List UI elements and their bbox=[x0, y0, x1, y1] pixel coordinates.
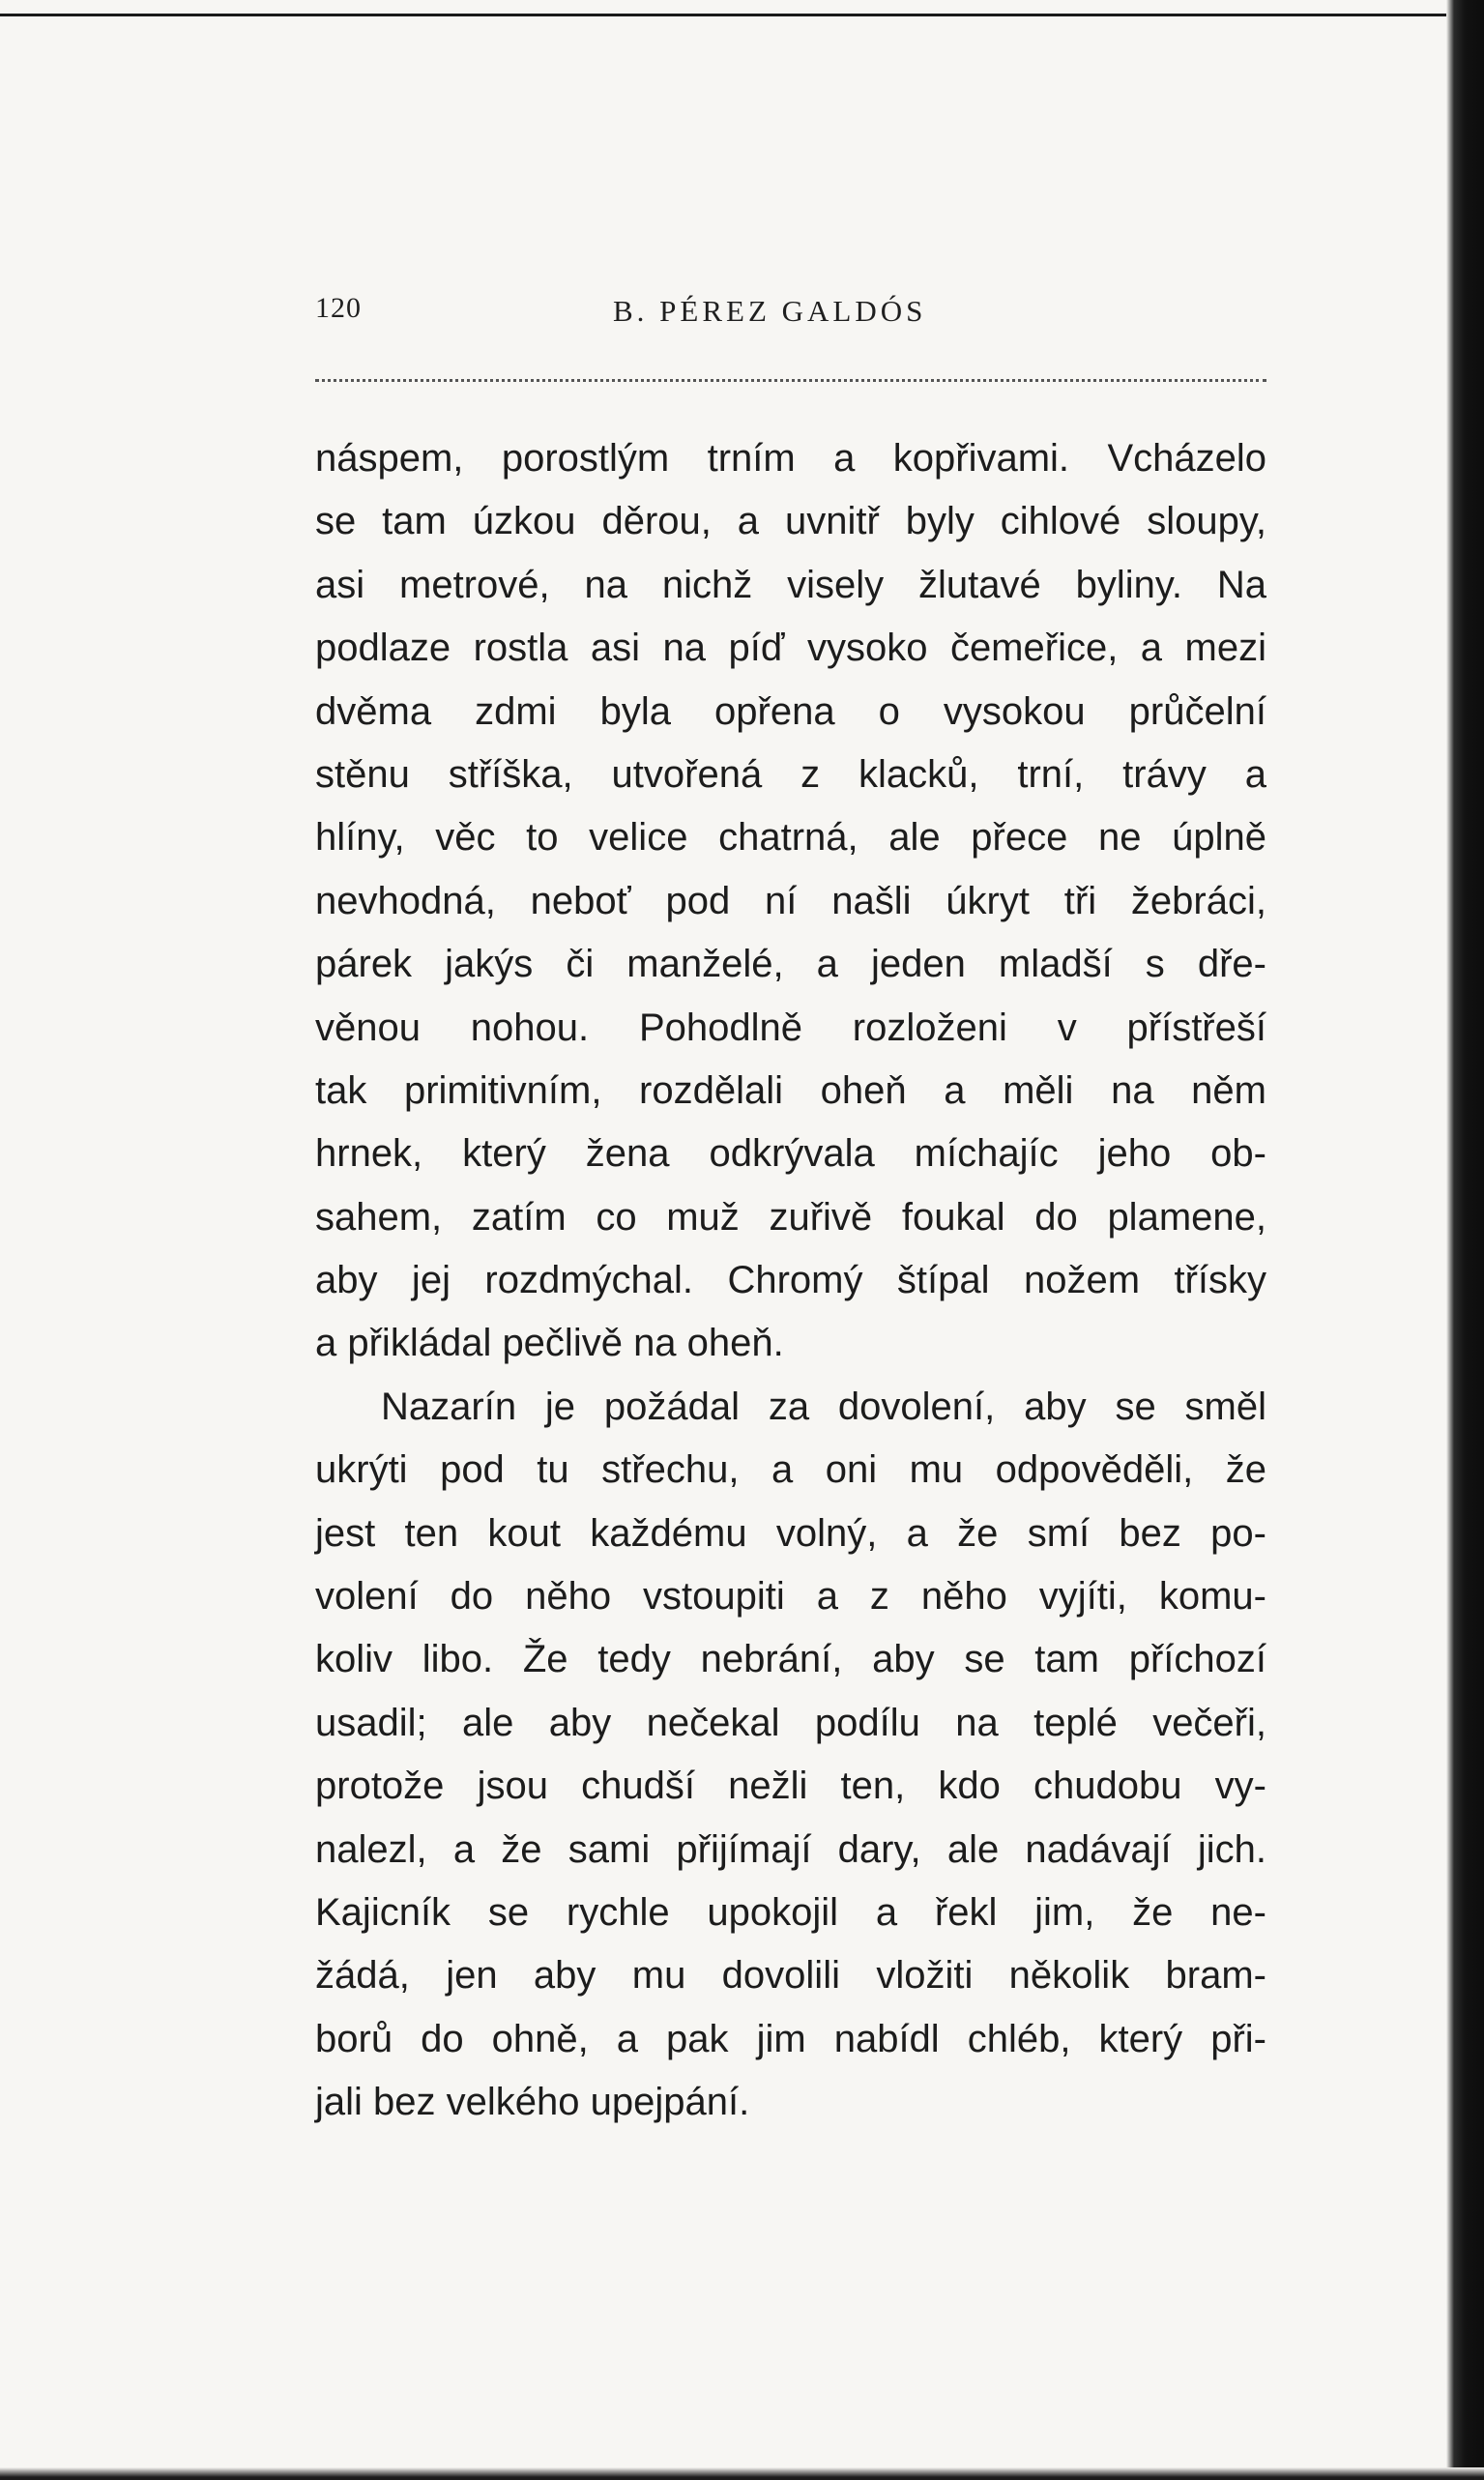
text-line: ukrýti pod tu střechu, a oni mu odpověděli, že bbox=[315, 1448, 1266, 1492]
body-text bbox=[315, 427, 1266, 2135]
text-line: Kajicník se rychle upokojil a řekl jim, že ne- bbox=[315, 1890, 1266, 1934]
header-divider bbox=[315, 379, 1266, 382]
page-number: 120 bbox=[315, 292, 362, 324]
page-top-edge bbox=[0, 14, 1458, 16]
text-line: se tam úzkou děrou, a uvnitř byly cihlové sloupy, bbox=[315, 500, 1266, 543]
scan-bottom-edge bbox=[0, 2467, 1484, 2480]
paragraph-end-line: a přikládal pečlivě na oheň. bbox=[315, 1322, 784, 1365]
running-header bbox=[315, 292, 1282, 335]
text-line: párek jakýs či manželé, a jeden mladší s dře- bbox=[315, 943, 1266, 986]
text-line: nalezl, a že sami přijímají dary, ale nadávají jich. bbox=[315, 1827, 1266, 1871]
text-line: náspem, porostlým trním a kopřivami. Vcházelo bbox=[315, 437, 1266, 480]
text-line: protože jsou chudší nežli ten, kdo chudobu vy- bbox=[315, 1765, 1266, 1808]
paragraph-end-line: jali bez velkého upejpání. bbox=[315, 2081, 750, 2124]
text-line: jest ten kout každému volný, a že smí bez po- bbox=[315, 1511, 1266, 1555]
text-line: koliv libo. Že tedy nebrání, aby se tam příchozí bbox=[315, 1638, 1266, 1681]
text-line: hlíny, věc to velice chatrná, ale přece ne úplně bbox=[315, 816, 1266, 860]
text-line: asi metrové, na nichž visely žlutavé byliny. Na bbox=[315, 563, 1266, 606]
text-line: borů do ohně, a pak jim nabídl chléb, který při- bbox=[315, 2017, 1266, 2060]
text-line: nevhodná, neboť pod ní našli úkryt tři žebráci, bbox=[315, 879, 1266, 922]
text-line: podlaze rostla asi na píď vysoko čemeřice, a mezi bbox=[315, 627, 1266, 670]
text-line: hrnek, který žena odkrývala míchajíc jeho ob- bbox=[315, 1132, 1266, 1176]
text-line: dvěma zdmi byla opřena o vysokou průčelní bbox=[315, 689, 1266, 733]
text-line: usadil; ale aby nečekal podílu na teplé večeři, bbox=[315, 1701, 1266, 1744]
text-line: volení do něho vstoupiti a z něho vyjíti, komu- bbox=[315, 1575, 1266, 1619]
text-line: stěnu stříška, utvořená z klacků, trní, trávy a bbox=[315, 752, 1266, 796]
text-line: věnou nohou. Pohodlně rozloženi v přístřeší bbox=[315, 1006, 1266, 1049]
text-line: tak primitivním, rozdělali oheň a měli na něm bbox=[315, 1068, 1266, 1112]
text-line: sahem, zatím co muž zuřivě foukal do plamene, bbox=[315, 1195, 1266, 1239]
text-line: žádá, jen aby mu dovolili vložiti několik bram- bbox=[315, 1954, 1266, 1998]
paragraph-first-line: Nazarín je požádal za dovolení, aby se směl bbox=[381, 1385, 1266, 1428]
author-header: B. PÉREZ GALDÓS bbox=[613, 294, 927, 328]
scan-right-edge bbox=[1446, 0, 1484, 2480]
text-line: aby jej rozdmýchal. Chromý štípal nožem třísky bbox=[315, 1259, 1266, 1302]
